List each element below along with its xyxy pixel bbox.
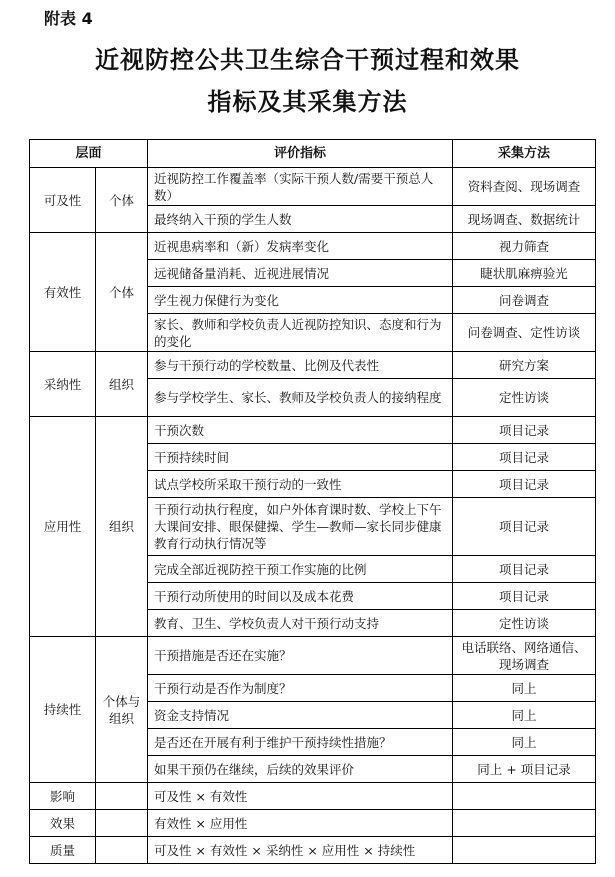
indicator-cell: 家长、教师和学校负责人近视防控知识、态度和行为的变化 <box>148 314 453 352</box>
indicator-cell: 远视储备量消耗、近视进展情况 <box>148 260 453 287</box>
table-row <box>30 637 596 675</box>
unit-cell <box>96 810 148 837</box>
appendix-label: 附表 4 <box>44 9 93 28</box>
page-title-line2: 指标及其采集方法 <box>207 87 408 116</box>
method-cell: 问卷调查、定性访谈 <box>453 314 596 352</box>
method-cell: 同上 <box>453 702 596 729</box>
method-cell: 同上 <box>453 675 596 702</box>
method-cell: 同上 <box>453 729 596 756</box>
unit-cell: 组织 <box>96 417 148 637</box>
unit-cell <box>96 783 148 810</box>
method-cell: 睫状肌麻痹验光 <box>453 260 596 287</box>
method-cell <box>453 837 596 864</box>
indicator-cell: 教育、卫生、学校负责人对干预行动支持 <box>148 610 453 637</box>
method-cell: 项目记录 <box>453 417 596 444</box>
indicator-cell: 最终纳入干预的学生人数 <box>148 206 453 233</box>
unit-cell <box>96 837 148 864</box>
method-cell: 项目记录 <box>453 471 596 498</box>
level-cell: 效果 <box>30 810 96 837</box>
indicator-cell: 可及性 × 有效性 <box>148 783 453 810</box>
header-level: 层面 <box>30 140 148 168</box>
method-cell: 项目记录 <box>453 444 596 471</box>
method-cell: 视力筛查 <box>453 233 596 260</box>
indicator-cell: 干预持续时间 <box>148 444 453 471</box>
indicator-table <box>29 139 596 864</box>
table-row <box>30 352 596 379</box>
level-cell: 应用性 <box>30 417 96 637</box>
method-cell: 电话联络、网络通信、现场调查 <box>453 637 596 675</box>
method-cell: 问卷调查 <box>453 287 596 314</box>
indicator-cell: 完成全部近视防控干预工作实施的比例 <box>148 556 453 583</box>
indicator-cell: 参与干预行动的学校数量、比例及代表性 <box>148 352 453 379</box>
header-indicator: 评价指标 <box>148 140 453 168</box>
table-row <box>30 233 596 260</box>
unit-cell: 个体与组织 <box>96 637 148 783</box>
method-cell: 资料查阅、现场调查 <box>453 168 596 206</box>
indicator-cell: 近视患病率和（新）发病率变化 <box>148 233 453 260</box>
method-cell: 项目记录 <box>453 583 596 610</box>
indicator-cell: 干预行动所使用的时间以及成本花费 <box>148 583 453 610</box>
summary-row <box>30 837 596 864</box>
method-cell: 现场调查、数据统计 <box>453 206 596 233</box>
header-row <box>30 140 596 168</box>
unit-cell: 个体 <box>96 233 148 352</box>
table-row <box>30 417 596 444</box>
level-cell: 可及性 <box>30 168 96 233</box>
method-cell: 同上 + 项目记录 <box>453 756 596 783</box>
header-method: 采集方法 <box>453 140 596 168</box>
indicator-cell: 干预行动是否作为制度？ <box>148 675 453 702</box>
indicator-cell: 学生视力保健行为变化 <box>148 287 453 314</box>
page-title-line1: 近视防控公共卫生综合干预过程和效果 <box>95 45 520 74</box>
level-cell: 采纳性 <box>30 352 96 417</box>
method-cell: 定性访谈 <box>453 379 596 417</box>
table-row <box>30 168 596 206</box>
summary-row <box>30 810 596 837</box>
indicator-cell: 如果干预仍在继续，后续的效果评价 <box>148 756 453 783</box>
indicator-cell: 干预次数 <box>148 417 453 444</box>
method-cell: 定性访谈 <box>453 610 596 637</box>
indicator-cell: 有效性 × 应用性 <box>148 810 453 837</box>
method-cell: 研究方案 <box>453 352 596 379</box>
indicator-cell: 试点学校所采取干预行动的一致性 <box>148 471 453 498</box>
method-cell: 项目记录 <box>453 498 596 556</box>
unit-cell: 组织 <box>96 352 148 417</box>
method-cell <box>453 810 596 837</box>
method-cell: 项目记录 <box>453 556 596 583</box>
level-cell: 影响 <box>30 783 96 810</box>
level-cell: 质量 <box>30 837 96 864</box>
summary-row <box>30 783 596 810</box>
indicator-cell: 干预措施是否还在实施？ <box>148 637 453 675</box>
indicator-cell: 可及性 × 有效性 × 采纳性 × 应用性 × 持续性 <box>148 837 453 864</box>
indicator-cell: 是否还在开展有利于维护干预持续性措施？ <box>148 729 453 756</box>
unit-cell: 个体 <box>96 168 148 233</box>
level-cell: 持续性 <box>30 637 96 783</box>
indicator-cell: 参与学校学生、家长、教师及学校负责人的接纳程度 <box>148 379 453 417</box>
level-cell: 有效性 <box>30 233 96 352</box>
indicator-cell: 干预行动执行程度，如户外体育课时数、学校上下午大课间安排、眼保健操、学生—教师—家长同步健康教育行动执行情况等 <box>148 498 453 556</box>
method-cell <box>453 783 596 810</box>
indicator-cell: 资金支持情况 <box>148 702 453 729</box>
indicator-cell: 近视防控工作覆盖率（实际干预人数/需要干预总人数） <box>148 168 453 206</box>
